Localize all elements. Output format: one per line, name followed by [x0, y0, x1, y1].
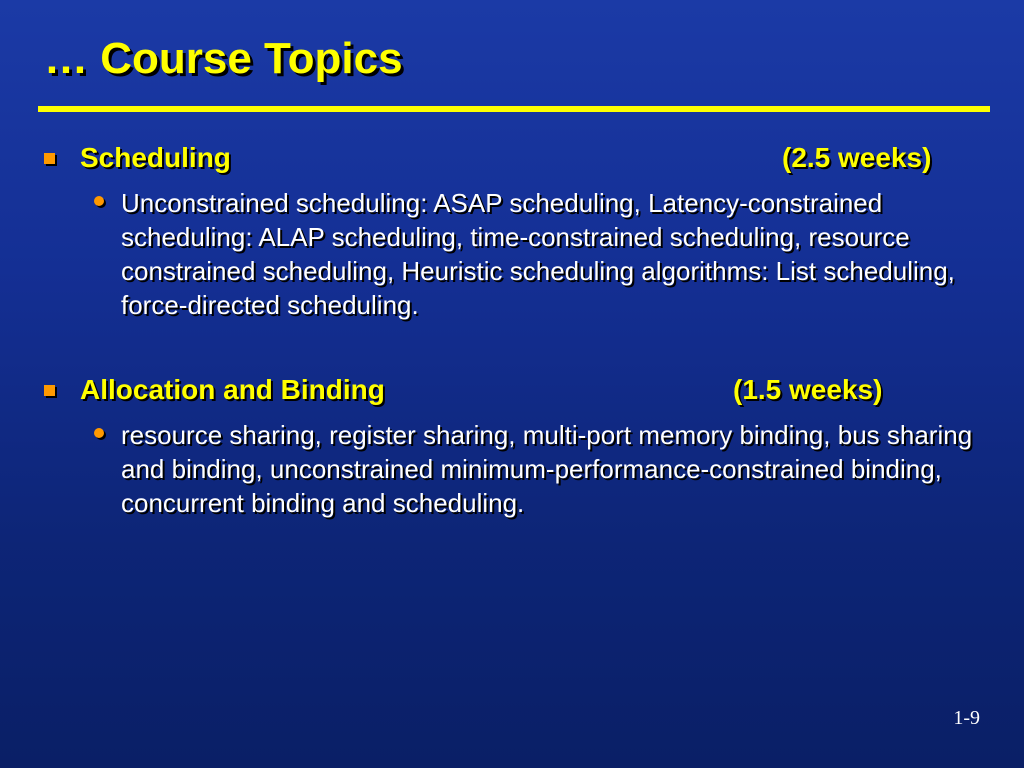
title-underline	[38, 106, 990, 112]
slide-title: … Course Topics	[44, 34, 403, 83]
topic-heading	[0, 372, 1024, 408]
topic-details: resource sharing, register sharing, multi-port memory binding, bus sharing and binding, unconstrained minimum-performance-constrained binding, concurrent binding and scheduling.	[121, 420, 973, 518]
square-bullet-icon	[44, 385, 55, 396]
topic-duration: (2.5 weeks)	[782, 142, 932, 173]
square-bullet-icon	[44, 153, 55, 164]
topic-name: Allocation and Binding	[80, 374, 385, 405]
page-number: 1-9	[953, 707, 980, 729]
topic-name: Scheduling	[80, 142, 231, 173]
round-bullet-icon	[94, 428, 104, 438]
topic-duration: (1.5 weeks)	[733, 374, 883, 405]
topic-details: Unconstrained scheduling: ASAP scheduling, Latency-constrained scheduling: ALAP scheduling, time-constrained scheduling, resource constrained scheduling, Heuristic scheduling algorithms: List scheduling, force-directed scheduling.	[121, 188, 955, 320]
topic-heading	[0, 140, 1024, 176]
round-bullet-icon	[94, 196, 104, 206]
